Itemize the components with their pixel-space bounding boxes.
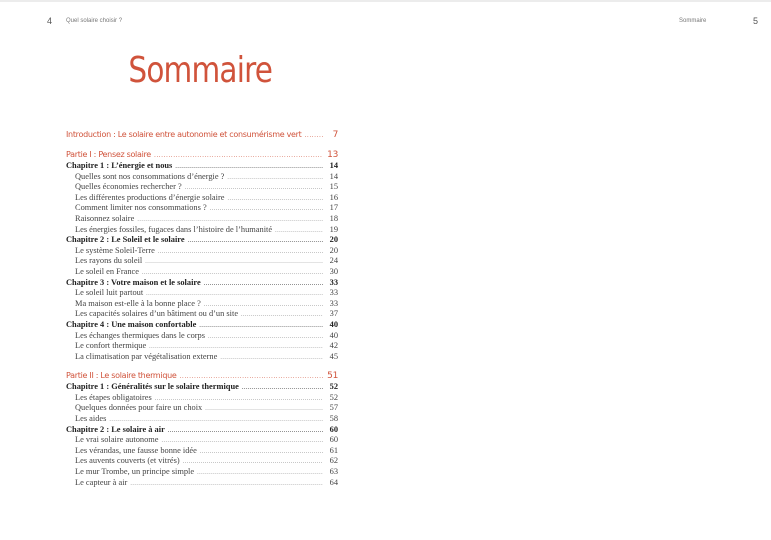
toc-label: Quelques données pour faire un choix: [75, 403, 203, 413]
toc-label: Le soleil luit partout: [75, 288, 144, 298]
toc-part: [66, 148, 338, 161]
toc-page-number: 45: [329, 351, 338, 361]
toc-entry: [66, 172, 338, 183]
toc-part: [66, 128, 338, 141]
dot-leader: [197, 468, 323, 479]
toc-entry: [66, 393, 338, 404]
toc-page-number: 20: [329, 245, 338, 255]
dot-leader: [168, 426, 323, 437]
page-number: 4: [47, 16, 53, 26]
toc-label: Les énergies fossiles, fugaces dans l’histoire de l’humanité: [75, 224, 273, 234]
toc-page-number: 57: [329, 403, 338, 413]
toc-page-number: 17: [329, 203, 338, 213]
toc-entry: [66, 203, 338, 214]
toc-entry: [66, 467, 338, 478]
running-header: Sommaire: [679, 18, 707, 24]
dot-leader: [205, 404, 323, 415]
toc-label: Ma maison est-elle à la bonne place ?: [75, 298, 201, 308]
toc-label: Comment limiter nos consommations ?: [75, 203, 207, 213]
toc-entry: [66, 299, 338, 310]
toc-chapter: [66, 425, 338, 436]
toc-page-number: 33: [329, 288, 338, 298]
toc-chapter: [66, 278, 338, 289]
dot-leader: [275, 226, 323, 237]
toc-entry: [66, 225, 338, 236]
toc-page-number: 19: [329, 224, 338, 234]
toc-left: [66, 128, 338, 488]
toc-entry: [66, 414, 338, 425]
toc-label: Chapitre 2 : Le solaire à air: [66, 424, 165, 434]
toc-page-number: 52: [329, 382, 338, 392]
page-number: 5: [753, 16, 759, 26]
toc-label: Le soleil en France: [75, 266, 139, 276]
toc-page-number: 15: [329, 182, 338, 192]
dot-leader: [242, 383, 323, 394]
dot-leader: [130, 479, 323, 490]
toc-page-number: 14: [329, 161, 338, 170]
toc-label: Les étapes obligatoires: [75, 392, 152, 402]
toc-label: Chapitre 1 : Généralités sur le solaire thermique: [66, 382, 239, 392]
toc-label: Le vrai solaire autonome: [75, 435, 159, 445]
toc-page-number: 33: [329, 298, 338, 308]
dot-leader: [199, 321, 323, 332]
toc-page-number: 60: [329, 435, 338, 445]
toc-page-number: 64: [329, 477, 338, 487]
toc-entry: [66, 341, 338, 352]
toc-label: Raisonnez solaire: [75, 213, 135, 223]
toc-page-number: 30: [329, 266, 338, 276]
toc-entry: [66, 256, 338, 267]
toc-label: Les différentes productions d’énergie solaire: [75, 192, 225, 202]
toc-label: Chapitre 3 : Votre maison et le solaire: [66, 277, 201, 287]
toc-label: Partie I : Pensez solaire: [66, 150, 151, 159]
dot-leader: [210, 204, 323, 215]
toc-entry: [66, 446, 338, 457]
toc-label: Chapitre 1 : L’énergie et nous: [66, 161, 173, 170]
toc-chapter: [66, 320, 338, 331]
dot-leader: [208, 332, 323, 343]
toc-page-number: 52: [329, 392, 338, 402]
toc-label: Introduction : Le solaire entre autonomie et consumérisme vert: [66, 130, 302, 139]
toc-chapter: [66, 382, 338, 393]
toc-part: [66, 369, 338, 382]
dot-leader: [188, 236, 323, 247]
toc-page-number: 58: [329, 414, 338, 424]
toc-label: Quelles sont nos consommations d’énergie ?: [75, 171, 225, 181]
toc-entry: [66, 403, 338, 414]
toc-label: La climatisation par végétalisation externe: [75, 351, 218, 361]
dot-leader: [305, 129, 324, 142]
toc-page-number: 62: [329, 456, 338, 466]
toc-chapter: [66, 161, 338, 172]
toc-page-number: 14: [329, 171, 338, 181]
dot-leader: [158, 247, 323, 258]
toc-entry: [66, 267, 338, 278]
dot-leader: [227, 194, 323, 205]
toc-label: Le mur Trombe, un principe simple: [75, 467, 195, 477]
toc-label: Les auvents couverts (et vitrés): [75, 456, 180, 466]
toc-chapter: [66, 235, 338, 246]
right-page: [385, 0, 771, 540]
dot-leader: [204, 279, 323, 290]
dot-leader: [145, 257, 323, 268]
dot-leader: [220, 353, 323, 364]
toc-label: Chapitre 4 : Une maison confortable: [66, 319, 197, 329]
toc-page-number: 13: [327, 150, 338, 160]
toc-label: Le confort thermique: [75, 341, 147, 351]
toc-label: Le capteur à air: [75, 477, 128, 487]
dot-leader: [227, 173, 323, 184]
toc-label: Partie II : Le solaire thermique: [66, 371, 177, 381]
dot-leader: [241, 310, 323, 321]
toc-page-number: 60: [329, 424, 338, 434]
toc-label: Les capacités solaires d’un bâtiment ou d’un site: [75, 309, 239, 319]
toc-entry: [66, 435, 338, 446]
toc-label: Les rayons du soleil: [75, 256, 143, 266]
toc-entry: [66, 182, 338, 193]
toc-page-number: 37: [329, 309, 338, 319]
toc-label: Chapitre 2 : Le Soleil et le solaire: [66, 235, 185, 245]
toc-entry: [66, 246, 338, 257]
toc-label: Les aides: [75, 414, 107, 424]
toc-page-number: 20: [329, 235, 338, 245]
toc-page-number: 16: [329, 192, 338, 202]
toc-page-number: 7: [332, 130, 338, 140]
toc-page-number: 33: [329, 277, 338, 287]
toc-label: Les échanges thermiques dans le corps: [75, 330, 206, 340]
toc-page-number: 40: [329, 330, 338, 340]
dot-leader: [200, 447, 323, 458]
toc-entry: [66, 193, 338, 204]
toc-page-number: 18: [329, 213, 338, 223]
dot-leader: [154, 149, 323, 162]
toc-entry: [66, 288, 338, 299]
toc-label: Les vérandas, une fausse bonne idée: [75, 445, 197, 455]
toc-entry: [66, 214, 338, 225]
running-header: Quel solaire choisir ?: [66, 18, 123, 24]
dot-leader: [183, 457, 323, 468]
page-title: Sommaire: [128, 50, 273, 91]
toc-page-number: 24: [329, 256, 338, 266]
toc-page-number: 51: [327, 371, 338, 382]
toc-page-number: 40: [329, 319, 338, 329]
toc-entry: [66, 352, 338, 363]
toc-entry: [66, 331, 338, 342]
left-page: [0, 0, 385, 540]
toc-label: Le système Soleil-Terre: [75, 245, 155, 255]
toc-page-number: 42: [329, 341, 338, 351]
toc-entry: [66, 456, 338, 467]
toc-entry: [66, 478, 338, 489]
toc-page-number: 61: [329, 445, 338, 455]
toc-entry: [66, 309, 338, 320]
toc-page-number: 63: [329, 467, 338, 477]
toc-label: Quelles économies rechercher ?: [75, 182, 182, 192]
